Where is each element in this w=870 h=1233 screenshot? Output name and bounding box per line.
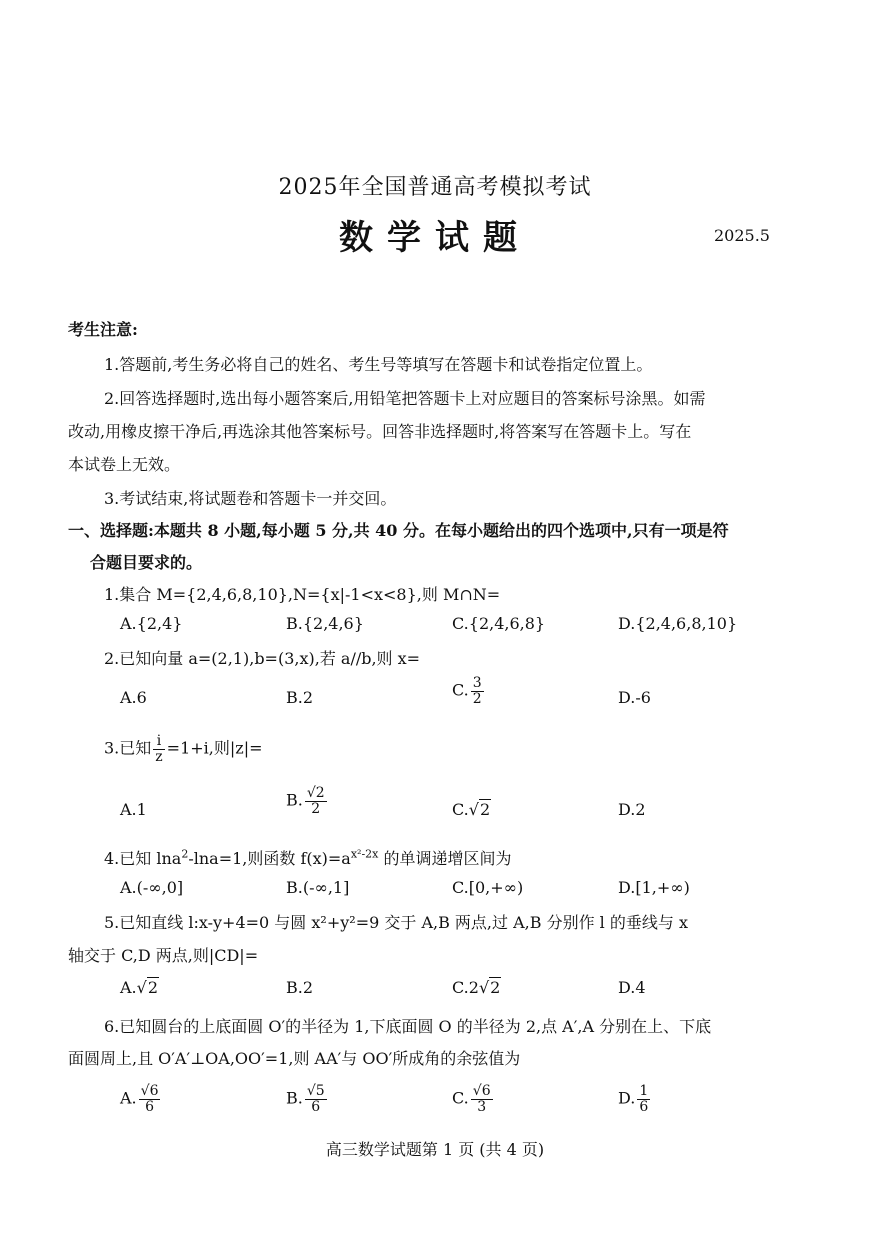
fraction — [139, 1084, 161, 1114]
question-5-option-c — [452, 978, 501, 997]
fraction — [471, 676, 484, 706]
notice-item-2-line-2: 改动,用橡皮擦干净后,再选涂其他答案标号。回答非选择题时,将答案写在答题卡上。写在 — [68, 422, 692, 441]
option-label: C. — [452, 1088, 469, 1108]
numerator: √2 — [306, 785, 325, 801]
question-3-option-b — [286, 786, 329, 816]
fraction — [637, 1084, 650, 1114]
question-1-option-d: D.{2,4,6,8,10} — [618, 614, 738, 633]
option-label: B. — [286, 1088, 303, 1108]
question-3-stem — [104, 734, 263, 764]
radicand: 2 — [490, 978, 501, 997]
question-4-option-b: B.(-∞,1] — [286, 878, 350, 897]
question-1-stem: 1.集合 M={2,4,6,8,10},N={x|-1<x<8},则 M∩N= — [104, 585, 501, 604]
question-3-option-d: D.2 — [618, 800, 646, 819]
subject-title: 数学试题 — [339, 218, 531, 258]
exam-date: 2025.5 — [714, 226, 770, 245]
question-6-option-d — [618, 1084, 652, 1114]
question-2-option-d: D.-6 — [618, 688, 651, 707]
question-2-stem: 2.已知向量 a=(2,1),b=(3,x),若 a//b,则 x= — [104, 649, 421, 668]
fraction — [471, 1084, 493, 1114]
numerator: √6 — [472, 1083, 491, 1099]
option-label: C. — [452, 680, 469, 700]
option-label: D. — [618, 1088, 636, 1108]
question-3-option-a: A.1 — [120, 800, 147, 819]
notice-title: 考生注意: — [68, 320, 138, 339]
radicand: 2 — [479, 800, 491, 819]
denominator: 2 — [311, 800, 321, 817]
option-label: C.2 — [452, 978, 479, 997]
numerator: 1 — [639, 1083, 649, 1099]
question-6-line-2: 面圆周上,且 O′A′⊥OA,OO′=1,则 AA′与 OO′所成角的余弦值为 — [68, 1049, 521, 1068]
question-2-option-a: A.6 — [120, 688, 147, 707]
question-5-line-1: 5.已知直线 l:x-y+4=0 与圆 x²+y²=9 交于 A,B 两点,过 A,B 分别作 l 的垂线与 x — [104, 913, 688, 932]
exponent: x²-2x — [350, 847, 379, 861]
notice-item-2-line-1: 2.回答选择题时,选出每小题答案后,用铅笔把答题卡上对应题目的答案标号涂黑。如需 — [104, 389, 706, 408]
square-root: √2 — [468, 800, 491, 819]
option-label: A. — [120, 1088, 137, 1108]
stem-text: =1+i,则|z|= — [166, 738, 263, 758]
question-1-option-b: B.{2,4,6} — [286, 614, 364, 633]
question-6-option-c — [452, 1084, 495, 1114]
numerator: 3 — [472, 675, 482, 691]
question-2-option-b: B.2 — [286, 688, 314, 707]
denominator: 3 — [477, 1098, 487, 1115]
option-label: A. — [120, 978, 137, 997]
question-5-option-a — [120, 978, 159, 997]
notice-item-3: 3.考试结束,将试题卷和答题卡一并交回。 — [104, 489, 397, 508]
stem-text: 的单调递增区间为 — [378, 849, 512, 868]
question-4-stem — [104, 846, 511, 869]
question-4-option-c: C.[0,+∞) — [452, 878, 524, 897]
exam-title: 2025年全国普通高考模拟考试 — [278, 175, 592, 200]
page-footer: 高三数学试题第 1 页 (共 4 页) — [325, 1140, 545, 1159]
question-5-line-2: 轴交于 C,D 两点,则|CD|= — [68, 946, 259, 965]
question-2-option-c — [452, 676, 486, 706]
denominator: 6 — [145, 1098, 155, 1115]
option-label: C. — [452, 800, 469, 819]
radicand: 2 — [147, 978, 159, 997]
fraction — [305, 1084, 327, 1114]
denominator: 2 — [472, 690, 482, 707]
question-6-line-1: 6.已知圆台的上底面圆 O′的半径为 1,下底面圆 O 的半径为 2,点 A′,A 分别在上、下底 — [104, 1017, 712, 1036]
question-5-option-d: D.4 — [618, 978, 646, 997]
notice-item-2-line-3: 本试卷上无效。 — [68, 455, 181, 474]
question-1-option-a: A.{2,4} — [120, 614, 183, 633]
stem-text: 3.已知 — [104, 738, 152, 758]
fraction — [305, 786, 327, 816]
question-3-option-c — [452, 800, 491, 819]
stem-text: -lna=1,则函数 f(x)=a — [188, 849, 351, 868]
radicand: 6 — [481, 1083, 491, 1099]
question-4-option-a: A.(-∞,0] — [120, 878, 184, 897]
denominator: 6 — [311, 1098, 321, 1115]
section-1-line-2: 合题目要求的。 — [90, 553, 203, 572]
radicand: 5 — [315, 1083, 325, 1099]
notice-item-1: 1.答题前,考生务必将自己的姓名、考生号等填写在答题卡和试卷指定位置上。 — [104, 355, 653, 374]
denominator: z — [155, 748, 163, 765]
section-1-line-1: 一、选择题:本题共 8 小题,每小题 5 分,共 40 分。在每小题给出的四个选项中,只有一项是符 — [68, 521, 729, 540]
option-label: B. — [286, 790, 303, 810]
stem-text: 4.已知 lna — [104, 849, 182, 868]
numerator: √6 — [140, 1083, 159, 1099]
exponent: 2 — [181, 847, 189, 861]
radicand: 2 — [315, 785, 325, 801]
square-root: √2 — [478, 978, 501, 997]
question-4-option-d: D.[1,+∞) — [618, 878, 690, 897]
question-1-option-c: C.{2,4,6,8} — [452, 614, 546, 633]
denominator: 6 — [639, 1098, 649, 1115]
numerator: √5 — [306, 1083, 325, 1099]
question-6-option-a — [120, 1084, 162, 1114]
fraction — [153, 734, 164, 764]
square-root: √2 — [136, 978, 159, 997]
question-5-option-b: B.2 — [286, 978, 314, 997]
numerator: i — [153, 734, 164, 750]
question-6-option-b — [286, 1084, 329, 1114]
radicand: 6 — [149, 1083, 159, 1099]
